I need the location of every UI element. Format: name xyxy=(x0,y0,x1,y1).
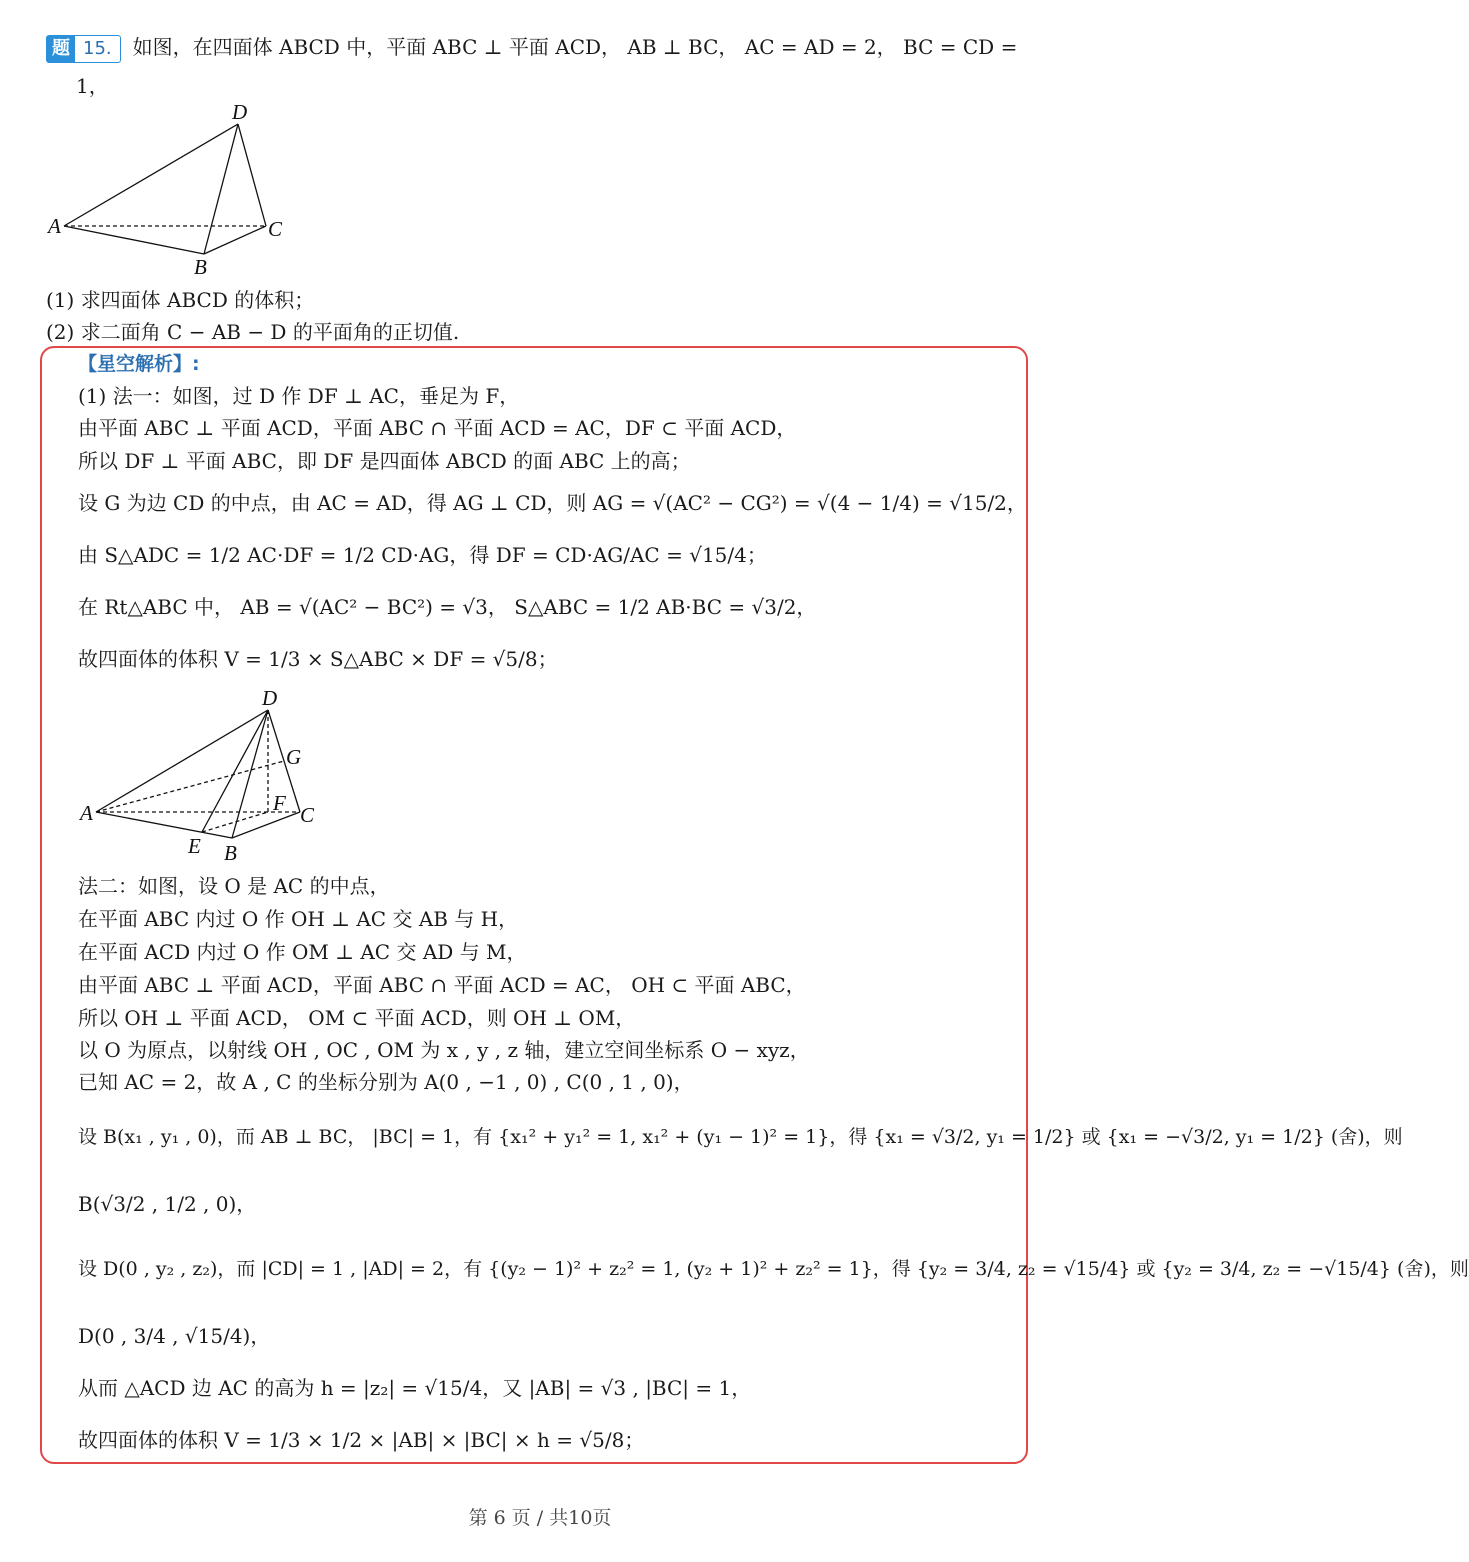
solution-line: 设 G 为边 CD 的中点，由 AC = AD，得 AG ⊥ CD，则 AG = √(AC² − CG²) = √(4 − 1/4) = √15/2， xyxy=(78,491,1027,515)
vertex-label-d: D xyxy=(262,686,278,710)
problem-text-line1: 如图，在四面体 ABCD 中，平面 ABC ⊥ 平面 ACD， AB ⊥ BC， AC = AD = 2， BC = CD = xyxy=(132,35,1018,59)
problem-text-line2: 1， xyxy=(76,74,109,98)
vertex-label-c: C xyxy=(300,803,315,827)
solution-line-b-system: 设 B(x₁ , y₁ , 0)，而 AB ⊥ BC， |BC| = 1，有 {x₁² + y₁² = 1, x₁² + (y₁ − 1)² = 1}，得 {x₁ = √3/2, y₁ = 1/2} 或 {x₁ = −√3/2, y₁ = 1/2} (舍)，则 xyxy=(78,1126,1403,1148)
solution-line-height: 从而 △ACD 边 AC 的高为 h = |z₂| = √15/4，又 |AB| = √3 , |BC| = 1， xyxy=(78,1376,752,1400)
solution-line: 已知 AC = 2，故 A , C 的坐标分别为 A(0 , −1 , 0) , C(0 , 1 , 0)， xyxy=(78,1070,694,1094)
solution-line: 由 S△ADC = 1/2 AC·DF = 1/2 CD·AG，得 DF = CD·AG/AC = √15/4； xyxy=(78,543,767,567)
point-label-e: E xyxy=(188,834,201,858)
solution-line: 由平面 ABC ⊥ 平面 ACD，平面 ABC ∩ 平面 ACD = AC， OH ⊂ 平面 ABC， xyxy=(78,973,806,997)
tetrahedron-figure-1 xyxy=(40,98,300,284)
solution-line: 所以 DF ⊥ 平面 ABC，即 DF 是四面体 ABCD 的面 ABC 上的高； xyxy=(78,449,691,473)
sub-question-2: (2) 求二面角 C − AB − D 的平面角的正切值. xyxy=(46,320,460,344)
solution-line: 以 O 为原点，以射线 OH , OC , OM 为 x , y , z 轴，建立空间坐标系 O − xyz， xyxy=(78,1038,810,1062)
solution-line-d-result: D(0 , 3/4 , √15/4)， xyxy=(78,1324,271,1348)
solution-line: 故四面体的体积 V = 1/3 × S△ABC × DF = √5/8； xyxy=(78,647,558,671)
problem-number: 15. xyxy=(83,37,112,59)
vertex-label-a: A xyxy=(48,214,61,238)
solution-line: 法二：如图，设 O 是 AC 的中点， xyxy=(78,874,390,898)
vertex-label-d: D xyxy=(232,100,248,124)
sub-question-1: (1) 求四面体 ABCD 的体积； xyxy=(46,288,315,312)
problem-statement xyxy=(46,32,1036,63)
point-label-g: G xyxy=(286,745,302,769)
solution-line-d-system: 设 D(0 , y₂ , z₂)，而 |CD| = 1 , |AD| = 2，有 {(y₂ − 1)² + z₂² = 1, (y₂ + 1)² + z₂² = 1}，得 {y₂ = 3/4, z₂ = √15/4} 或 {y₂ = 3/4, z₂ = −√15/4} (舍)，则 xyxy=(78,1258,1469,1280)
solution-line: (1) 法一：如图，过 D 作 DF ⊥ AC，垂足为 F， xyxy=(78,384,520,408)
vertex-label-a: A xyxy=(80,801,93,825)
vertex-label-b: B xyxy=(224,841,237,865)
vertex-label-b: B xyxy=(194,255,207,279)
solution-line-b-result: B(√3/2 , 1/2 , 0)， xyxy=(78,1192,257,1216)
solution-line-volume: 故四面体的体积 V = 1/3 × 1/2 × |AB| × |BC| × h = √5/8； xyxy=(78,1428,645,1452)
vertex-label-c: C xyxy=(268,217,283,241)
problem-number-badge xyxy=(46,35,121,63)
point-label-f: F xyxy=(273,791,286,815)
solution-line: 在平面 ABC 内过 O 作 OH ⊥ AC 交 AB 与 H， xyxy=(78,907,519,931)
solution-title: 【星空解析】: xyxy=(78,353,200,375)
badge-label: 题 xyxy=(47,36,75,62)
solution-line: 所以 OH ⊥ 平面 ACD， OM ⊂ 平面 ACD，则 OH ⊥ OM， xyxy=(78,1006,636,1030)
solution-line: 由平面 ABC ⊥ 平面 ACD，平面 ABC ∩ 平面 ACD = AC，DF ⊂ 平面 ACD， xyxy=(78,416,797,440)
tetrahedron-figure-2 xyxy=(72,684,332,870)
page-footer: 第 6 页 / 共10页 xyxy=(468,1507,612,1529)
solution-line: 在平面 ACD 内过 O 作 OM ⊥ AC 交 AD 与 M， xyxy=(78,940,527,964)
solution-line: 在 Rt△ABC 中， AB = √(AC² − BC²) = √3， S△ABC = 1/2 AB·BC = √3/2， xyxy=(78,595,817,619)
